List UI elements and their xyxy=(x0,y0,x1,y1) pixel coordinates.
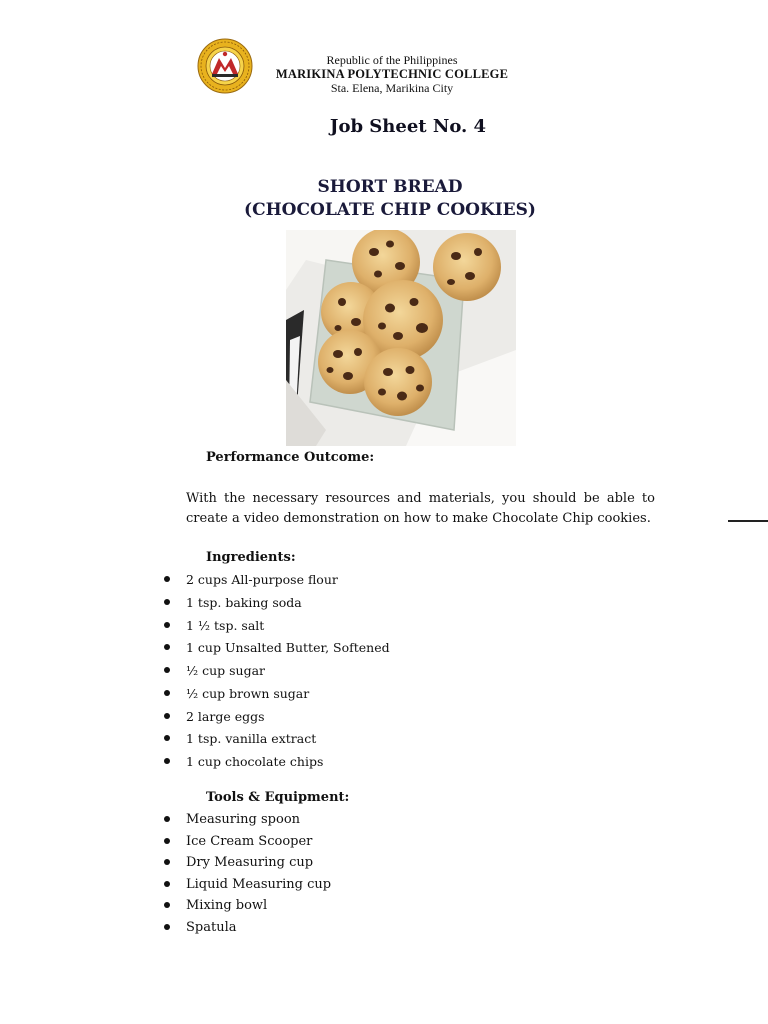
list-item xyxy=(0,730,390,753)
list-item xyxy=(0,811,331,833)
college-name: MARIKINA POLYTECHNIC COLLEGE xyxy=(275,67,509,81)
ingredient-text: 1 ½ tsp. salt xyxy=(186,617,265,633)
recipe-title-line2: (CHOCOLATE CHIP COOKIES) xyxy=(244,200,536,220)
outcome-line-2: create a video demonstration on how to make Chocolate Chip cookies. xyxy=(186,511,651,526)
tool-text: Spatula xyxy=(186,919,237,935)
ingredients-list xyxy=(0,571,390,776)
bullet-icon xyxy=(164,859,170,865)
tool-text: Liquid Measuring cup xyxy=(186,876,332,892)
bullet-icon xyxy=(164,576,170,582)
list-item xyxy=(0,753,390,776)
bullet-icon xyxy=(164,735,170,741)
ingredient-text: 1 tsp. vanilla extract xyxy=(186,731,317,747)
chocolate-chip-cookies-photo xyxy=(286,230,516,446)
tool-text: Dry Measuring cup xyxy=(186,855,314,870)
bullet-icon xyxy=(164,902,170,908)
ingredients-label: Ingredients: xyxy=(206,550,296,565)
bullet-icon xyxy=(164,713,170,719)
bullet-icon xyxy=(164,690,170,696)
tool-text: Ice Cream Scooper xyxy=(186,833,313,849)
performance-outcome-label: Performance Outcome: xyxy=(206,450,375,465)
list-item xyxy=(0,617,390,640)
tool-text: Mixing bowl xyxy=(186,898,268,913)
margin-rule-divider xyxy=(728,520,768,522)
list-item xyxy=(0,594,390,617)
recipe-title-line1: SHORT BREAD xyxy=(317,177,463,197)
tool-text: Measuring spoon xyxy=(186,812,301,827)
ingredient-text: 1 tsp. baking soda xyxy=(186,594,302,610)
list-item xyxy=(0,571,390,594)
job-sheet-title: Job Sheet No. 4 xyxy=(329,116,487,137)
bullet-icon xyxy=(164,622,170,628)
list-item xyxy=(0,708,390,731)
college-header xyxy=(270,53,514,95)
ingredient-text: 2 cups All-purpose flour xyxy=(186,572,338,587)
college-address: Sta. Elena, Marikina City xyxy=(330,81,454,95)
ingredient-text: ½ cup brown sugar xyxy=(186,685,310,701)
bullet-icon xyxy=(164,881,170,887)
ingredient-text: 1 cup chocolate chips xyxy=(186,754,324,769)
list-item xyxy=(0,854,331,876)
college-seal-logo xyxy=(197,38,253,94)
list-item xyxy=(0,685,390,708)
bullet-icon xyxy=(164,599,170,605)
bullet-icon xyxy=(164,838,170,844)
bullet-icon xyxy=(164,644,170,650)
list-item xyxy=(0,833,331,855)
bullet-icon xyxy=(164,667,170,673)
republic-line: Republic of the Philippines xyxy=(326,53,458,67)
tools-list xyxy=(0,811,331,940)
outcome-line-1: With the necessary resources and materials, you should be able to xyxy=(186,491,655,506)
ingredient-text: ½ cup sugar xyxy=(186,663,266,678)
bullet-icon xyxy=(164,816,170,822)
list-item xyxy=(0,897,331,919)
ingredient-text: 1 cup Unsalted Butter, Softened xyxy=(186,640,390,656)
list-item xyxy=(0,876,331,898)
list-item xyxy=(0,639,390,662)
bullet-icon xyxy=(164,758,170,764)
recipe-title xyxy=(180,176,600,222)
list-item xyxy=(0,919,331,941)
tools-equipment-label: Tools & Equipment: xyxy=(206,790,350,805)
ingredient-text: 2 large eggs xyxy=(186,708,265,724)
list-item xyxy=(0,662,390,685)
performance-outcome-text xyxy=(186,489,655,529)
bullet-icon xyxy=(164,924,170,930)
